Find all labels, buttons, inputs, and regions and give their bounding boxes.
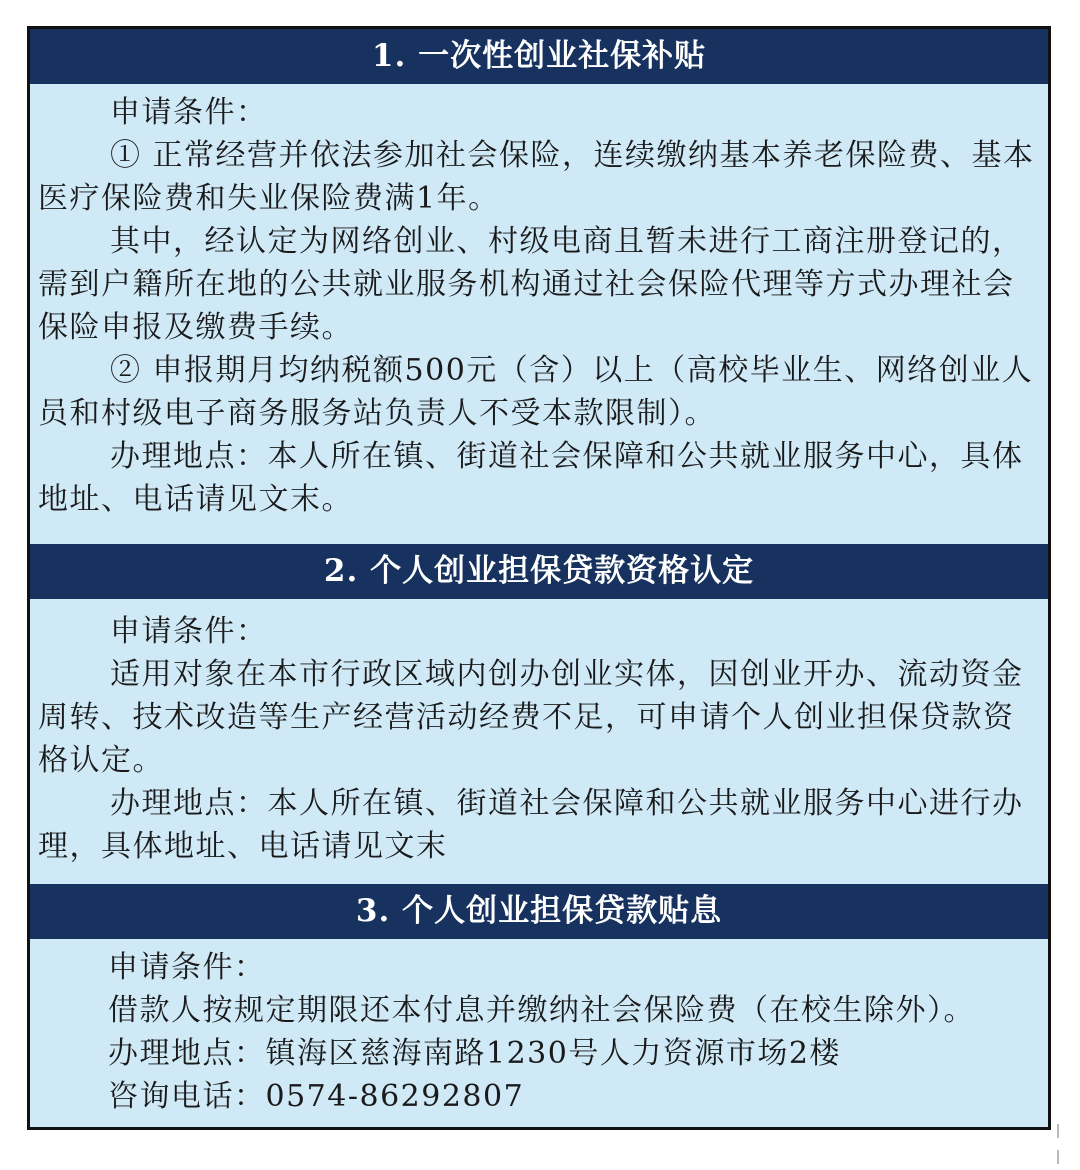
section-2-conditions-label: 申请条件： [110, 614, 268, 649]
section-2-title: 2. 个人创业担保贷款资格认定 [30, 544, 1048, 599]
section-3-condition: 借款人按规定期限还本付息并缴纳社会保险费（在校生除外）。 [108, 993, 975, 1028]
section-1-title: 1. 一次性创业社保补贴 [30, 29, 1048, 84]
section-3-title: 3. 个人创业担保贷款贴息 [30, 884, 1048, 939]
section-2-condition: 适用对象在本市行政区域内创办创业实体，因创业开办、流动资金周转、技术改造等生产经营活动经费不足，可申请个人创业担保贷款资格认定。 [38, 657, 1024, 778]
section-2-body [30, 602, 1048, 882]
section-1-condition-note: 其中，经认定为网络创业、村级电商且暂未进行工商注册登记的，需到户籍所在地的公共就业服务机构通过社会保险代理等方式办理社会保险申报及缴费手续。 [38, 224, 1024, 345]
section-3-location: 办理地点：镇海区慈海南路1230号人力资源市场2楼 [108, 1036, 841, 1071]
section-1-conditions-label: 申请条件： [110, 95, 268, 130]
section-3-phone: 咨询电话：0574-86292807 [108, 1079, 525, 1114]
section-1-body [30, 87, 1048, 542]
policy-table [27, 26, 1051, 1130]
section-1-condition-1: ① 正常经营并依法参加社会保险，连续缴纳基本养老保险费、基本医疗保险费和失业保险费满1年。 [38, 138, 1035, 216]
section-2-location: 办理地点：本人所在镇、街道社会保障和公共就业服务中心进行办理，具体地址、电话请见文末 [38, 786, 1024, 864]
section-3-body [30, 942, 1048, 1132]
corner-mark [1057, 1124, 1059, 1138]
section-1-location: 办理地点：本人所在镇、街道社会保障和公共就业服务中心，具体地址、电话请见文末。 [38, 439, 1024, 517]
corner-mark [1057, 1150, 1059, 1164]
section-1-condition-2: ② 申报期月均纳税额500元（含）以上（高校毕业生、网络创业人员和村级电子商务服务站负责人不受本款限制）。 [38, 353, 1034, 431]
section-3-conditions-label: 申请条件： [108, 950, 266, 985]
